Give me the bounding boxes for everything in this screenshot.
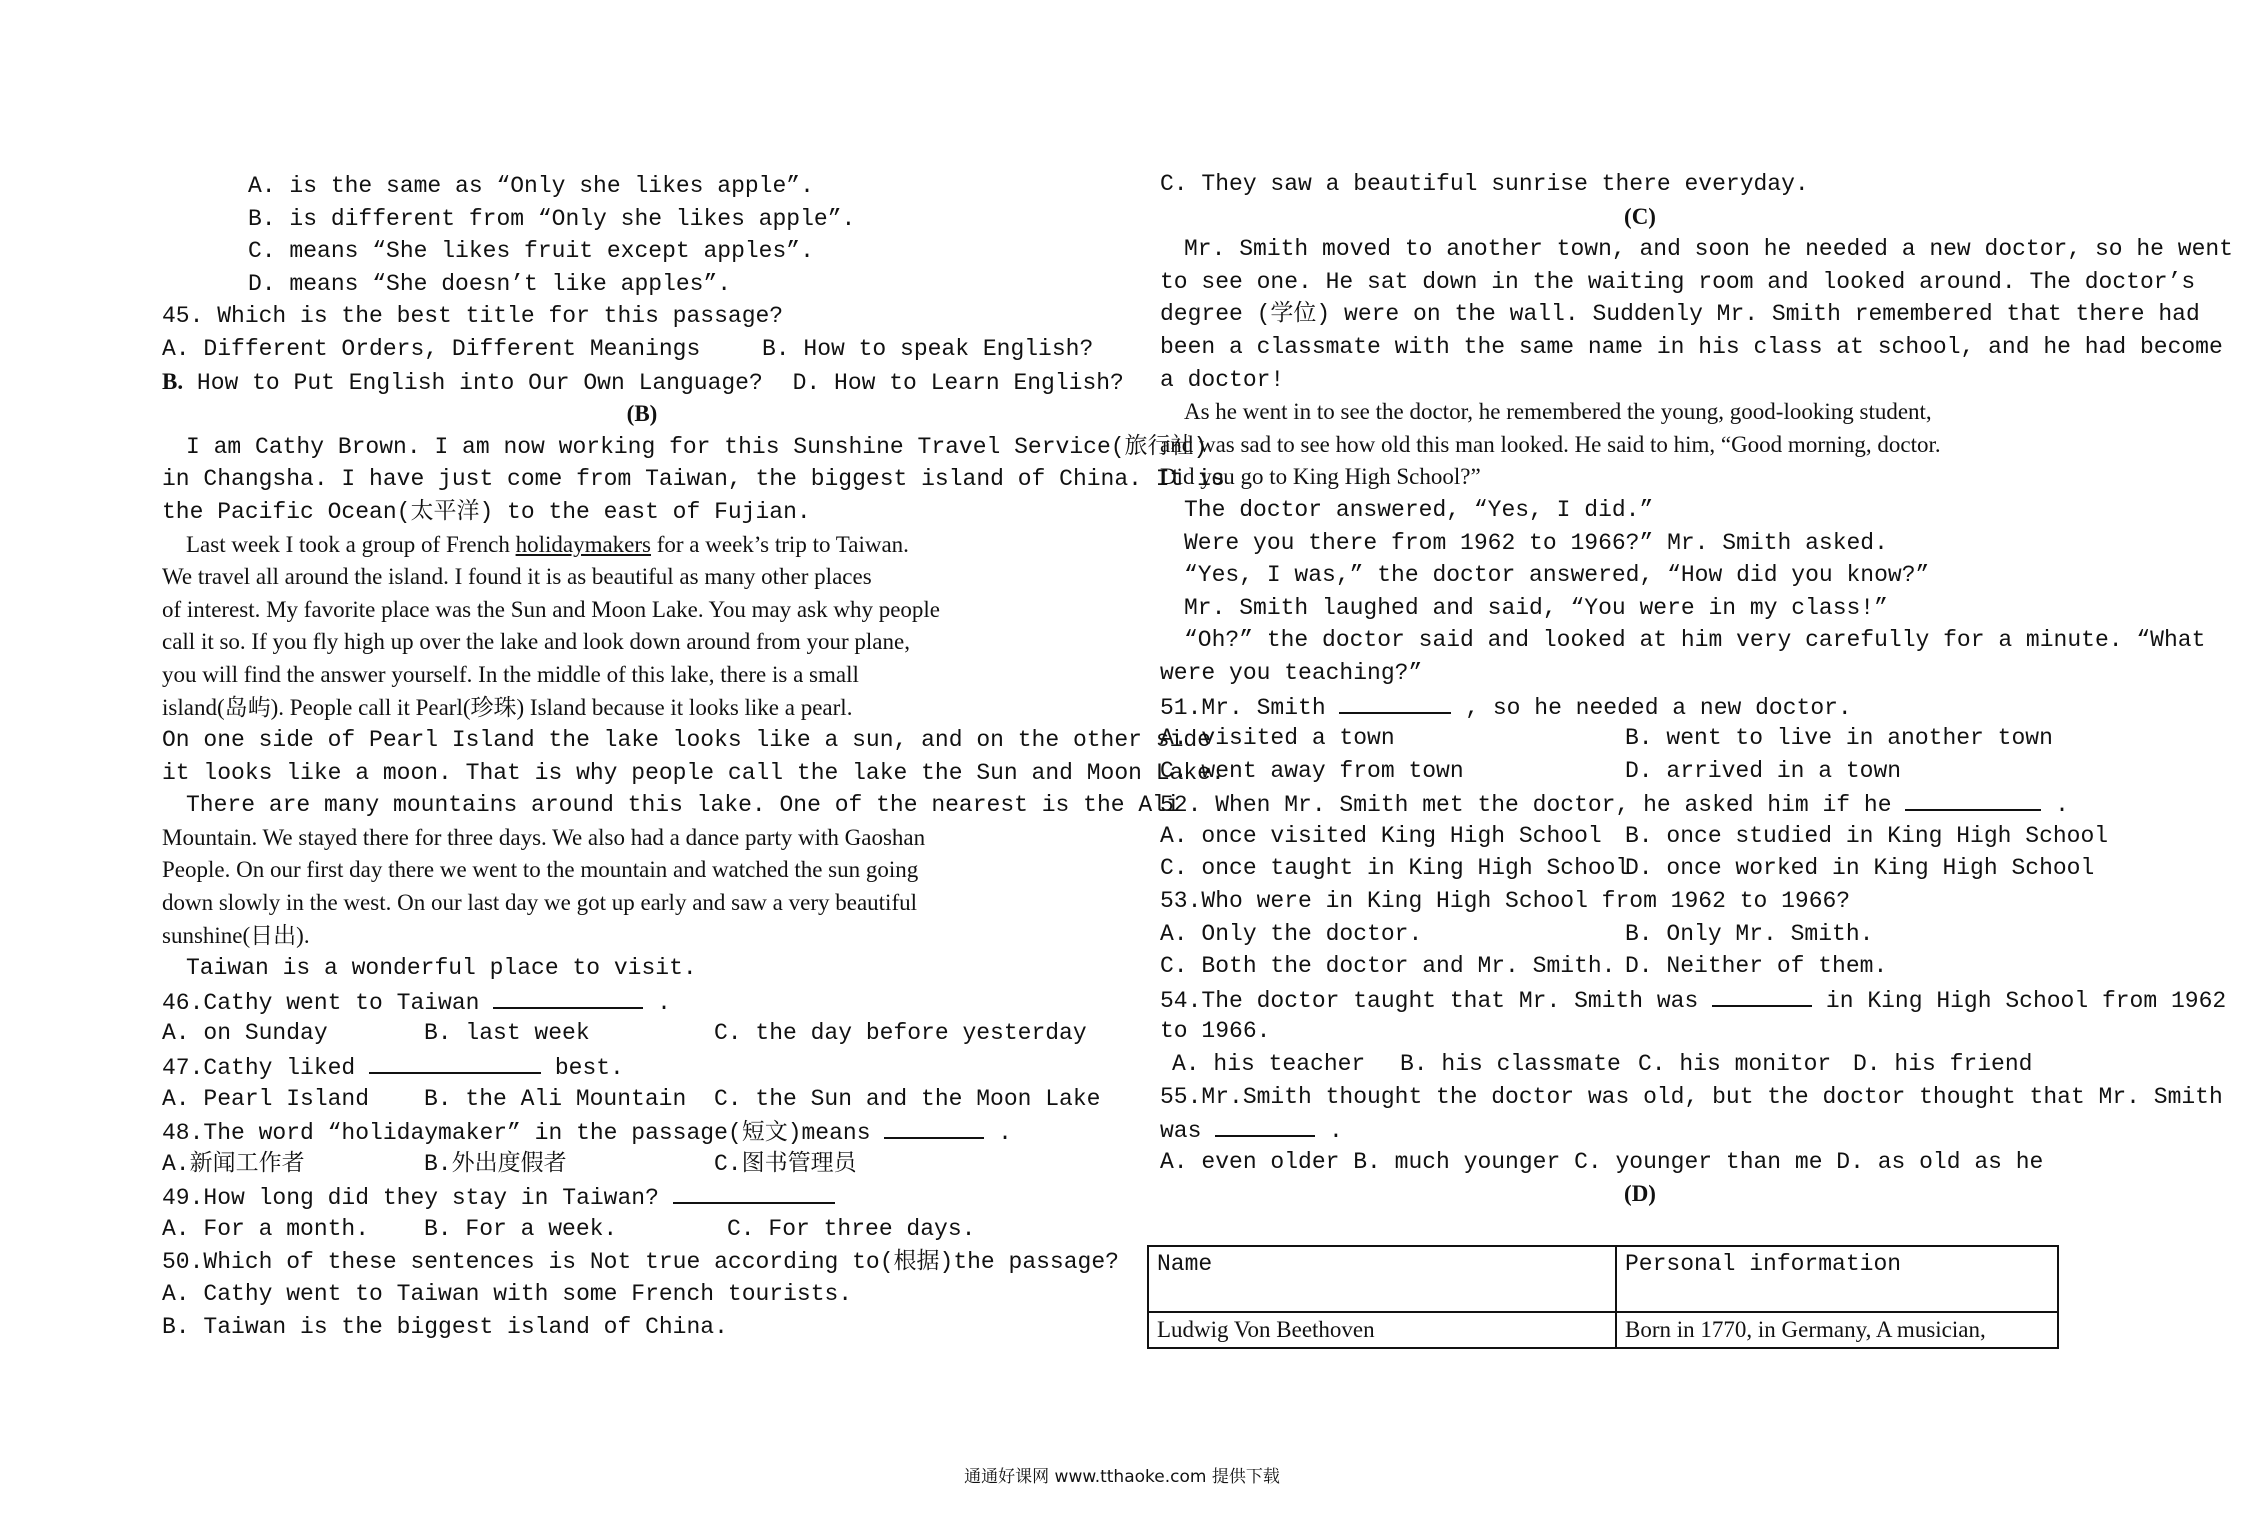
q48-option-c: C.图书管理员 <box>714 1150 857 1177</box>
q53-question: 53.Who were in King High School from 1962 to 1966? <box>1160 888 1851 915</box>
passage-b-line: Taiwan is a wonderful place to visit. <box>186 955 697 982</box>
q47-option-b: B. the Ali Mountain <box>424 1085 687 1112</box>
q47-option-a: A. Pearl Island <box>162 1085 370 1112</box>
q46-options <box>162 1017 1122 1050</box>
table-header-row <box>1148 1246 2058 1312</box>
section-b-heading: (B) <box>626 401 658 427</box>
q55-options: A. even older B. much younger C. younger than me D. as old as he <box>1160 1148 2044 1175</box>
q47-options <box>162 1083 1122 1116</box>
passage-c-line: were you teaching?” <box>1160 659 1423 686</box>
passage-c-line: Mr. Smith moved to another town, and soon he needed a new doctor, so he went <box>1184 236 2233 263</box>
q45-option-b: B. How to speak English? <box>762 335 1094 362</box>
passage-b-line: We travel all around the island. I found it is as beautiful as many other places <box>162 564 872 590</box>
personal-info-table <box>1147 1245 2059 1349</box>
passage-b-line: Mountain. We stayed there for three days. We also had a dance party with Gaoshan <box>162 824 926 850</box>
q54-options <box>1160 1048 2120 1081</box>
passage-b-line: the Pacific Ocean(太平洋) to the east of Fujian. <box>162 498 811 525</box>
q44-option-c: C. means “She likes fruit except apples”. <box>248 238 814 265</box>
q53-option-d: D. Neither of them. <box>1625 953 1888 980</box>
q50-question: 50.Which of these sentences is Not true according to(根据)the passage? <box>162 1248 1119 1275</box>
q49-option-c: C. For three days. <box>727 1216 976 1242</box>
q48-question: 48.The word “holidaymaker” in the passage(短文)means . <box>162 1115 1122 1148</box>
q51-text-end: , so he needed a new doctor. <box>1465 694 1852 721</box>
passage-b-line: People. On our first day there we went to the mountain and watched the sun going <box>162 857 919 883</box>
q50-option-c: C. They saw a beautiful sunrise there everyday. <box>1160 171 1809 197</box>
table-header-info: Personal information <box>1616 1246 2058 1312</box>
q49-text: 49.How long did they stay in Taiwan? <box>162 1185 659 1212</box>
passage-b-line <box>162 529 1122 562</box>
q49-question <box>162 1180 1122 1213</box>
passage-c-line: Were you there from 1962 to 1966?” Mr. Smith asked. <box>1184 529 1888 556</box>
passage-b-line: in Changsha. I have just come from Taiwan, the biggest island of China. It is <box>162 466 1225 493</box>
q51-question <box>1160 690 2120 723</box>
q52-text: 52. When Mr. Smith met the doctor, he asked him if he <box>1160 792 1892 819</box>
q47-answer-blank[interactable] <box>369 1050 541 1074</box>
section-c-heading: (C) <box>1624 203 1656 229</box>
q52-options-row1 <box>1160 820 2120 853</box>
q55-question-cont: was . <box>1160 1113 2120 1146</box>
passage-b-text: for a week’s trip to Taiwan. <box>650 531 909 557</box>
q52-answer-blank[interactable] <box>1905 787 2041 811</box>
q45-option-d: D. How to Learn English? <box>792 369 1124 396</box>
q50-option-b: B. Taiwan is the biggest island of China. <box>162 1313 728 1340</box>
holidaymakers-word: holidaymakers <box>515 531 651 557</box>
q51-option-a: A. visited a town <box>1160 725 1395 752</box>
passage-c-line: a doctor! <box>1160 366 1285 393</box>
q52-option-d: D. once worked in King High School <box>1625 855 2095 882</box>
q46-option-a: A. on Sunday <box>162 1020 328 1047</box>
q44-option-b: B. is different from “Only she likes apple”. <box>248 205 856 232</box>
q52-question: 52. When Mr. Smith met the doctor, he asked him if he . <box>1160 787 2120 820</box>
q49-option-a: A. For a month. <box>162 1216 370 1242</box>
q45-question: 45. Which is the best title for this passage? <box>162 303 784 330</box>
q51-answer-blank[interactable] <box>1339 690 1451 714</box>
passage-b-line: of interest. My favorite place was the Sun and Moon Lake. You may ask why people <box>162 596 941 622</box>
footer-credit: 通通好课网 www.tthaoke.com 提供下载 <box>964 1467 1280 1487</box>
passage-c-line: As he went in to see the doctor, he remembered the young, good-looking student, <box>1184 399 1932 425</box>
passage-b-line: island(岛屿). People call it Pearl(珍珠) Island because it looks like a pearl. <box>162 694 853 720</box>
q53-option-b: B. Only Mr. Smith. <box>1625 920 1874 947</box>
q54-option-b: B. his classmate <box>1400 1051 1621 1078</box>
q53-option-c: C. Both the doctor and Mr. Smith. <box>1160 953 1616 980</box>
passage-c-line: been a classmate with the same name in his class at school, and he had become <box>1160 333 2223 360</box>
passage-c-line: Did you go to King High School?” <box>1160 464 1481 490</box>
q49-options <box>162 1213 1122 1246</box>
passage-c-line: The doctor answered, “Yes, I did.” <box>1184 496 1654 523</box>
q53-options-row1 <box>1160 918 2120 951</box>
q45-options-row2 <box>162 366 1122 399</box>
q55-was: was <box>1160 1118 1202 1145</box>
q47-question <box>162 1050 1122 1083</box>
q46-question: 46.Cathy went to Taiwan . <box>162 985 1122 1018</box>
q45-option-c-letter: B. <box>162 368 184 394</box>
q54-option-d: D. his friend <box>1853 1051 2033 1078</box>
passage-c-line: to see one. He sat down in the waiting room and looked around. The doctor’s <box>1160 268 2196 295</box>
q52-option-b: B. once studied in King High School <box>1625 822 2109 849</box>
q55-question: 55.Mr.Smith thought the doctor was old, but the doctor thought that Mr. Smith <box>1160 1083 2223 1110</box>
passage-b-line: it looks like a moon. That is why people call the lake the Sun and Moon Lake. <box>162 759 1225 786</box>
q48-option-a: A.新闻工作者 <box>162 1150 305 1177</box>
q46-answer-blank[interactable] <box>493 985 643 1009</box>
q54-option-c: C. his monitor <box>1638 1051 1832 1078</box>
q46-option-b: B. last week <box>424 1020 590 1047</box>
q46-text: 46.Cathy went to Taiwan <box>162 989 480 1016</box>
passage-c-line: degree (学位) were on the wall. Suddenly Mr. Smith remembered that there had <box>1160 301 2200 328</box>
q44-option-a: A. is the same as “Only she likes apple”. <box>248 173 814 199</box>
passage-b-line: On one side of Pearl Island the lake looks like a sun, and on the other side <box>162 727 1211 754</box>
passage-c-line: “Yes, I was,” the doctor answered, “How did you know?” <box>1184 562 1930 589</box>
q54-question <box>1160 983 2227 1016</box>
q49-option-b: B. For a week. <box>424 1216 618 1242</box>
q51-option-c: C. went away from town <box>1160 757 1464 784</box>
q53-options-row2 <box>1160 950 2120 983</box>
q52-options-row2 <box>1160 852 2120 885</box>
q54-text-end: in King High School from 1962 <box>1812 987 2227 1014</box>
q48-options <box>162 1148 1122 1181</box>
q51-options-row2 <box>1160 755 2120 788</box>
right-column <box>1160 168 2233 1211</box>
passage-b-line: I am Cathy Brown. I am now working for this Sunshine Travel Service(旅行社) <box>186 433 1208 460</box>
q54-question-cont: to 1966. <box>1160 1018 1271 1045</box>
q47-text: 47.Cathy liked <box>162 1055 356 1082</box>
q47-text-end: best. <box>541 1055 624 1082</box>
q51-options-row1 <box>1160 722 2120 755</box>
passage-c-line: “Oh?” the doctor said and looked at him very carefully for a minute. “What <box>1184 627 2206 654</box>
q50-option-a: A. Cathy went to Taiwan with some French tourists. <box>162 1281 853 1308</box>
q45-option-c: How to Put English into Our Own Language? <box>183 369 763 396</box>
q48-option-b: B.外出度假者 <box>424 1150 567 1177</box>
q52-option-c: C. once taught in King High School <box>1160 855 1630 882</box>
q48-answer-blank[interactable] <box>884 1115 984 1139</box>
q46-option-c: C. the day before yesterday <box>714 1020 1087 1047</box>
section-d-heading: (D) <box>1624 1181 1656 1207</box>
passage-c-line: and was sad to see how old this man looked. He said to him, “Good morning, doctor. <box>1160 431 1941 457</box>
passage-b-line: There are many mountains around this lake. One of the nearest is the Ali <box>186 792 1180 819</box>
q49-answer-blank[interactable] <box>673 1180 835 1204</box>
q45-option-a: A. Different Orders, Different Meanings <box>162 335 701 362</box>
q53-option-a: A. Only the doctor. <box>1160 920 1423 947</box>
q54-answer-blank[interactable] <box>1712 983 1812 1007</box>
table-cell-name: Ludwig Von Beethoven <box>1148 1312 1616 1348</box>
q44-option-d: D. means “She doesn’t like apples”. <box>248 270 732 297</box>
q54-text: 54.The doctor taught that Mr. Smith was <box>1160 987 1699 1014</box>
passage-b-line: you will find the answer yourself. In the middle of this lake, there is a small <box>162 661 859 687</box>
passage-b-line: down slowly in the west. On our last day we got up early and saw a very beautiful <box>162 890 917 916</box>
passage-b-line: call it so. If you fly high up over the lake and look down around from your plane, <box>162 629 910 655</box>
q51-option-d: D. arrived in a town <box>1625 757 1902 784</box>
q45-options-row1 <box>162 333 1122 366</box>
q51-option-b: B. went to live in another town <box>1625 725 2053 752</box>
table-cell-info: Born in 1770, in Germany, A musician, <box>1616 1312 2058 1348</box>
passage-b-line: sunshine(日出). <box>162 922 310 948</box>
q54-option-a: A. his teacher <box>1172 1051 1366 1078</box>
table-row <box>1148 1312 2058 1348</box>
table-header-name: Name <box>1148 1246 1616 1312</box>
q48-text: 48.The word “holidaymaker” in the passage(短文)means <box>162 1120 871 1147</box>
q51-text: 51.Mr. Smith <box>1160 694 1326 721</box>
passage-b-text: Last week I took a group of French <box>186 531 516 557</box>
q47-option-c: C. the Sun and the Moon Lake <box>714 1085 1101 1112</box>
q52-option-a: A. once visited King High School <box>1160 822 1602 849</box>
q55-answer-blank[interactable] <box>1215 1113 1315 1137</box>
passage-c-line: Mr. Smith laughed and said, “You were in my class!” <box>1184 594 1888 621</box>
